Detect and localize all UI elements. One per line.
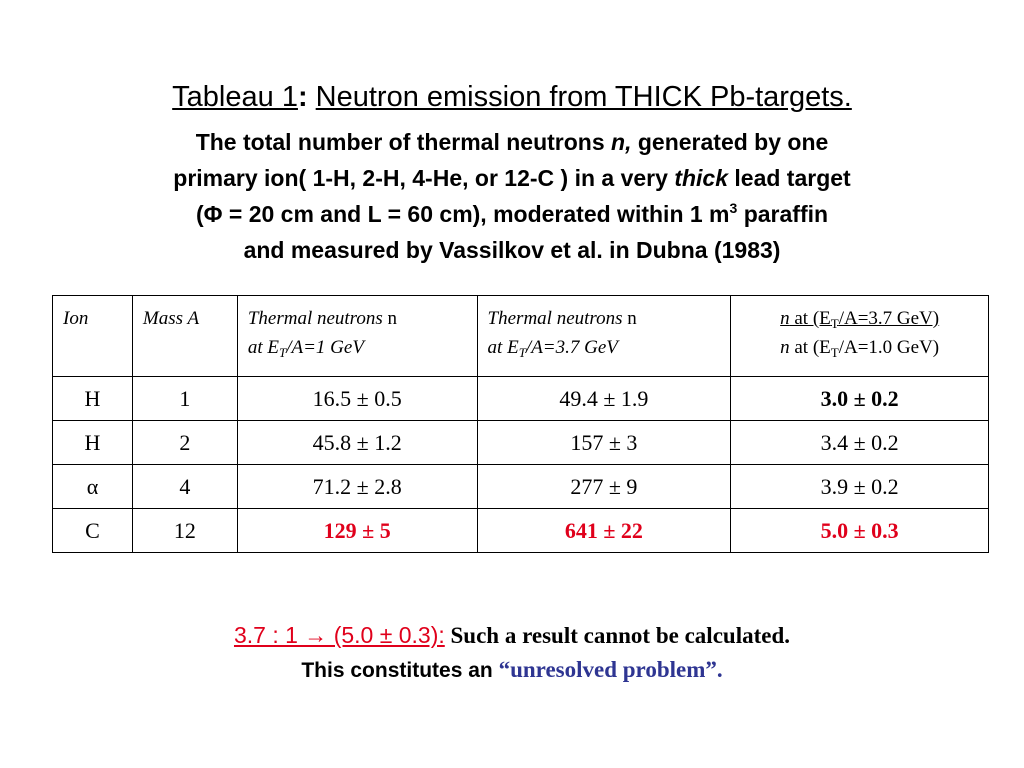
intro-line-4: and measured by Vassilkov et al. in Dubna (1983) bbox=[243, 237, 781, 263]
table-row bbox=[53, 421, 989, 465]
intro-line-3b: paraffin bbox=[737, 201, 829, 227]
conclusion-line-2 bbox=[0, 656, 1024, 685]
header-c5-n1: n bbox=[780, 308, 790, 329]
intro-superscript: 3 bbox=[729, 200, 738, 216]
constitutes-text: This constitutes an bbox=[301, 659, 499, 682]
header-c5-b1: /A=3.7 GeV) bbox=[838, 308, 940, 329]
cell-ion: H bbox=[53, 377, 133, 421]
header-c4-sub: T bbox=[518, 345, 526, 360]
table-header-row bbox=[53, 296, 989, 377]
header-c5-a1: at (E bbox=[789, 308, 831, 329]
cell-ion: C bbox=[53, 509, 133, 553]
intro-line-1b: generated by one bbox=[631, 129, 829, 155]
header-thermal-3-7gev bbox=[477, 296, 731, 377]
cell-ion: α bbox=[53, 465, 133, 509]
header-c4-n: n bbox=[622, 308, 637, 329]
intro-line-3 bbox=[0, 196, 1024, 232]
header-mass: Mass A bbox=[132, 296, 237, 377]
cell-mass: 12 bbox=[132, 509, 237, 553]
cell-thermal-1gev: 71.2 ± 2.8 bbox=[237, 465, 477, 509]
intro-line-1 bbox=[0, 124, 1024, 160]
cell-ratio: 3.9 ± 0.2 bbox=[731, 465, 989, 509]
cell-thermal-3-7gev: 49.4 ± 1.9 bbox=[477, 377, 731, 421]
header-c4-b: at E bbox=[487, 337, 519, 358]
header-c3-a: Thermal neutrons bbox=[247, 308, 383, 329]
cell-thermal-3-7gev: 277 ± 9 bbox=[477, 465, 731, 509]
cell-ratio: 3.4 ± 0.2 bbox=[731, 421, 989, 465]
title-label: Tableau 1 bbox=[172, 81, 298, 113]
intro-n-symbol: n, bbox=[611, 129, 632, 155]
header-c3-c: /A=1 GeV bbox=[286, 337, 364, 358]
header-ratio bbox=[731, 296, 989, 377]
title-text: Neutron emission from THICK Pb-targets. bbox=[315, 81, 852, 113]
title-separator: : bbox=[297, 81, 316, 113]
slide-title bbox=[0, 78, 1024, 116]
header-c4-a: Thermal neutrons bbox=[487, 308, 623, 329]
cell-thermal-1gev: 16.5 ± 0.5 bbox=[237, 377, 477, 421]
header-c5-b2: /A=1.0 GeV) bbox=[838, 337, 940, 358]
cannot-calculate-text: Such a result cannot be calculated. bbox=[444, 623, 790, 648]
neutron-table bbox=[52, 295, 989, 553]
conclusion-line-1 bbox=[0, 620, 1024, 651]
intro-line-2 bbox=[0, 160, 1024, 196]
cell-ion: H bbox=[53, 421, 133, 465]
header-c5-n2: n bbox=[780, 337, 790, 358]
cell-thermal-3-7gev: 641 ± 22 bbox=[477, 509, 731, 553]
intro-line-3a: (Φ = 20 cm and L = 60 cm), moderated within 1 m bbox=[195, 201, 730, 227]
intro-paragraph bbox=[0, 124, 1024, 268]
unresolved-problem-text: “unresolved problem”. bbox=[498, 657, 723, 682]
header-c5-sub2: T bbox=[830, 345, 839, 360]
header-c4-c: /A=3.7 GeV bbox=[525, 337, 618, 358]
header-c3-b: at E bbox=[247, 337, 279, 358]
cell-mass: 4 bbox=[132, 465, 237, 509]
intro-line-2a: primary ion( 1-H, 2-H, 4-He, or 12-C ) in a very bbox=[173, 165, 675, 191]
header-c5-a2: at (E bbox=[789, 337, 831, 358]
table-row bbox=[53, 377, 989, 421]
cell-thermal-1gev: 45.8 ± 1.2 bbox=[237, 421, 477, 465]
cell-ratio: 3.0 ± 0.2 bbox=[731, 377, 989, 421]
table-row bbox=[53, 465, 989, 509]
cell-thermal-1gev: 129 ± 5 bbox=[237, 509, 477, 553]
header-c5-sub1: T bbox=[830, 316, 839, 331]
cell-mass: 2 bbox=[132, 421, 237, 465]
intro-thick-word: thick bbox=[674, 165, 728, 191]
header-ion: Ion bbox=[53, 296, 133, 377]
cell-ratio: 5.0 ± 0.3 bbox=[731, 509, 989, 553]
ratio-statement: 3.7 : 1 → (5.0 ± 0.3): bbox=[233, 622, 445, 648]
header-c3-sub: T bbox=[278, 345, 287, 360]
cell-mass: 1 bbox=[132, 377, 237, 421]
header-thermal-1gev bbox=[237, 296, 477, 377]
table-row bbox=[53, 509, 989, 553]
intro-line-2b: lead target bbox=[728, 165, 851, 191]
intro-line-1a: The total number of thermal neutrons bbox=[195, 129, 612, 155]
header-c3-n: n bbox=[382, 308, 398, 329]
cell-thermal-3-7gev: 157 ± 3 bbox=[477, 421, 731, 465]
